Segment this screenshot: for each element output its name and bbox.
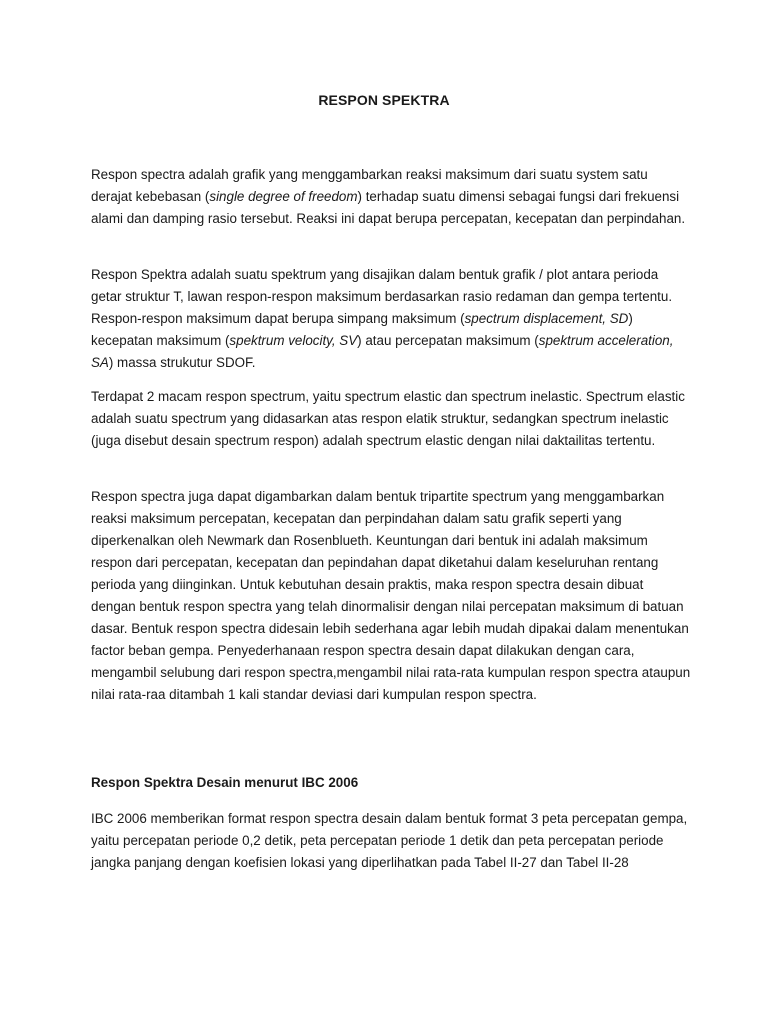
document-title: RESPON SPEKTRA [318, 92, 450, 108]
section-heading: Respon Spektra Desain menurut IBC 2006 [91, 775, 359, 790]
paragraph-spectrum-description [91, 264, 691, 374]
paragraph-text: Respon Spektra adalah suatu spektrum yang disajikan dalam bentuk grafik / plot antara perioda getar struktur T, lawan respon-respon maksimum berdasarkan rasio redaman dan gempa tertentu. Respon-respon maksimum dapat berupa simpang maksimum ( [91, 267, 673, 326]
paragraph-italic-term: single degree of freedom [209, 189, 358, 204]
paragraph-text: ) massa strukutur SDOF. [108, 355, 256, 370]
paragraph-text: ) terhadap suatu dimensi sebagai fungsi dari frekuensi alami dan damping rasio tersebut. Reaksi ini dapat berupa percepatan, kecepatan dan perpindahan. [91, 189, 686, 226]
paragraph-spectrum-types: Terdapat 2 macam respon spectrum, yaitu spectrum elastic dan spectrum inelastic. Spectrum elastic adalah suatu spectrum yang didasarkan atas respon elatik struktur, sedangkan spectrum inelastic (juga disebut desain spectrum respon) adalah spectrum elastic dengan nilai daktailitas tertentu. [91, 389, 685, 448]
paragraph-text: ) atau percepatan maksimum ( [357, 333, 539, 348]
paragraph-ibc-2006: IBC 2006 memberikan format respon spectra desain dalam bentuk format 3 peta percepatan gempa, yaitu percepatan periode 0,2 detik, peta percepatan periode 1 detik dan peta percepatan periode jangka panjang dengan koefisien lokasi yang diperlihatkan pada Tabel II-27 dan Tabel II-28 [91, 811, 688, 870]
paragraph-italic-term: spectrum displacement, SD [464, 311, 629, 326]
paragraph-text: Respon spectra adalah grafik yang menggambarkan reaksi maksimum dari suatu system satu derajat kebebasan ( [91, 167, 648, 204]
paragraph-text: ) kecepatan maksimum ( [91, 311, 633, 348]
paragraph-italic-term: spektrum acceleration, SA [91, 333, 674, 370]
paragraph-tripartite-spectrum: Respon spectra juga dapat digambarkan dalam bentuk tripartite spectrum yang menggambarkan reaksi maksimum percepatan, kecepatan dan perpindahan dalam satu grafik seperti yang diperkenalkan oleh Newmark dan Rosenblueth. Keuntungan dari bentuk ini adalah maksimum respon dari percepatan, kecepatan dan pepindahan dapat diketahui dalam keseluruhan rentang perioda yang diinginkan. Untuk kebutuhan desain praktis, maka respon spectra desain dibuat dengan bentuk respon spectra yang telah dinormalisir dengan nilai percepatan maksimum di batuan dasar. Bentuk respon spectra didesain lebih sederhana agar lebih mudah dipakai dalam menentukan factor beban gempa. Penyederhanaan respon spectra desain dapat dilakukan dengan cara, mengambil selubung dari respon spectra,mengambil nilai rata-rata kumpulan respon spectra ataupun nilai rata-raa ditambah 1 kali standar deviasi dari kumpulan respon spectra. [91, 489, 691, 702]
paragraph-definition [91, 164, 691, 230]
paragraph-italic-term: spektrum velocity, SV [229, 333, 358, 348]
